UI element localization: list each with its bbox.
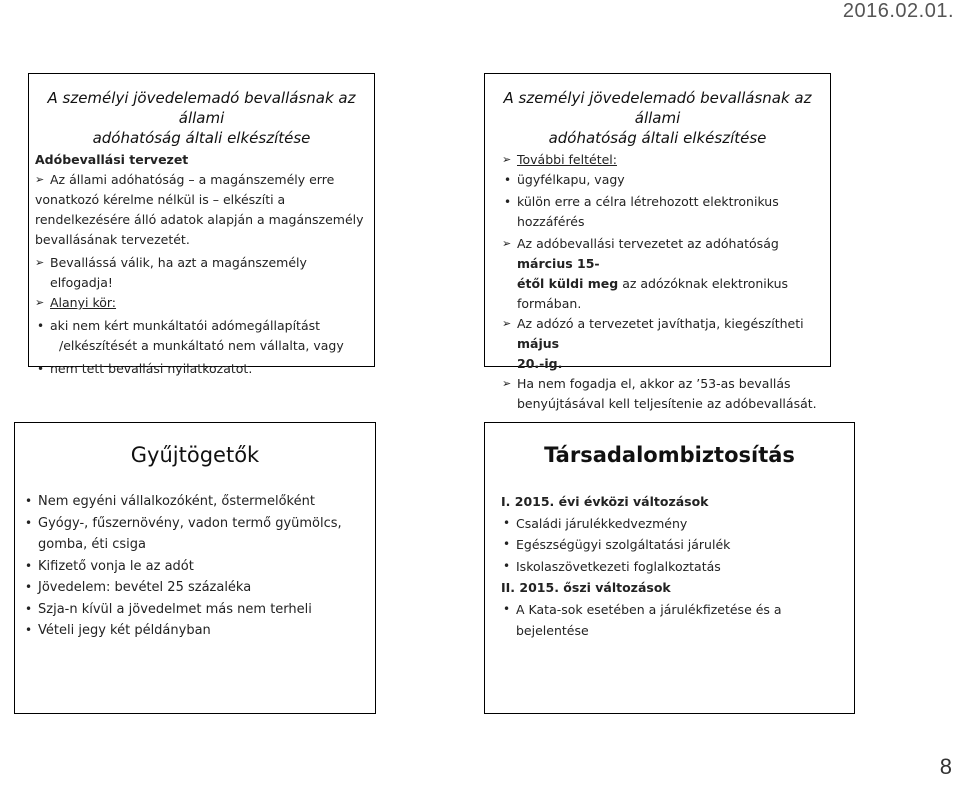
slide-2-item-4-line-2: benyújtásával kell teljesítenie az adóbevallását. (517, 396, 817, 411)
slide-2-bullet-2-text: külön erre a célra létrehozott elektronikus hozzáférés (517, 194, 779, 229)
slide-1-title (29, 88, 374, 148)
slide-3 (14, 422, 376, 714)
slide-1 (28, 73, 375, 376)
slide-1-body (35, 150, 365, 379)
slide-1-subheading: Adóbevallási tervezet (35, 152, 189, 167)
slide-3-bullet-1 (23, 491, 368, 513)
slide-1-item-1-line-3: rendelkezésére álló adatok alapján a magánszemély (35, 212, 364, 227)
slide-2-item-1 (502, 150, 827, 170)
slide-3-bullet-6-text: Vételi jegy két példányban (38, 623, 211, 638)
slide-1-title-line-1: A személyi jövedelemadó bevallásnak az állami (47, 89, 356, 127)
slide-4-section-2-bullet-1-line-2: bejelentése (516, 623, 589, 638)
slide-3-bullet-6 (23, 620, 368, 642)
slide-3-body (23, 491, 368, 642)
slide-1-bullet-1 (35, 316, 365, 336)
slide-4-title: Társadalombiztosítás (544, 443, 795, 467)
slide-2 (484, 73, 831, 411)
slide-3-bullet-3 (23, 556, 368, 578)
bullet-icon: • (503, 558, 511, 573)
slide-3-bullet-2 (23, 513, 368, 535)
slide-2-bullet-1 (502, 170, 827, 190)
slide-2-body (502, 150, 827, 414)
slide-3-bullet-5-text: Szja-n kívül a jövedelmet más nem terheli (38, 601, 312, 617)
arrow-bullet-icon: ➢ (35, 296, 45, 309)
bullet-icon: • (25, 558, 33, 573)
slide-4-section-1-num: I. 2015. (501, 494, 555, 509)
bullet-icon: • (25, 494, 33, 508)
slide-1-item-3 (35, 293, 365, 313)
slide-2-item-2-bold-1: március 15- (517, 256, 600, 271)
bullet-icon: • (25, 623, 33, 637)
arrow-bullet-icon: ➢ (502, 377, 512, 390)
slide-3-bullet-4 (23, 577, 368, 599)
bullet-icon: • (25, 601, 33, 616)
slide-2-item-2-pre: Az adóbevallási tervezetet az adóhatóság (517, 236, 779, 251)
slide-2-bullet-1-text: ügyfélkapu, vagy (517, 172, 625, 187)
bullet-icon: • (503, 515, 511, 530)
slide-1-item-3-text: Alanyi kör: (50, 295, 117, 310)
slide-4-section-1-text: évi évközi változások (554, 494, 709, 509)
slide-4-section-1-bullet-2-text: Egészségügyi szolgáltatási járulék (516, 537, 731, 552)
slide-3-bullet-3-text: Kifizető vonja le az adót (38, 558, 194, 574)
slide-2-item-3-pre: Az adózó a tervezetet javíthatja, kiegészítheti (517, 316, 804, 331)
bullet-icon: • (25, 515, 33, 530)
slide-1-bullet-2-text: nem tett bevallási nyilatkozatot. (50, 361, 253, 376)
slide-2-item-4 (502, 374, 827, 394)
arrow-bullet-icon: ➢ (502, 237, 512, 250)
slide-3-bullet-2-text: Gyógy-, fűszernövény, vadon termő gyümölcs, (38, 515, 342, 531)
slide-4-section-1-bullet-2 (501, 534, 846, 556)
bullet-icon: • (37, 362, 45, 376)
slide-2-title-line-1: A személyi jövedelemadó bevallásnak az állami (503, 89, 812, 127)
slide-2-item-3 (502, 314, 827, 354)
arrow-bullet-icon: ➢ (502, 317, 512, 330)
slide-2-item-4-line-1: Ha nem fogadja el, akkor az ’53-as bevallás (517, 376, 791, 391)
slide-1-bullet-2 (35, 359, 365, 379)
slide-3-bullet-5 (23, 599, 368, 621)
slide-4-section-1-bullet-3 (501, 556, 846, 578)
slide-4-section-2 (501, 577, 846, 599)
slide-1-item-1-line-2: vonatkozó kérelme nélkül is – elkészíti a (35, 192, 286, 207)
slide-1-item-2 (35, 253, 365, 293)
slide-2-item-2 (502, 234, 827, 274)
arrow-bullet-icon: ➢ (35, 173, 45, 186)
slide-4-section-2-text: őszi változások (558, 580, 671, 595)
bullet-icon: • (504, 173, 512, 187)
slide-4-section-1-bullet-1-text: Családi járulékkedvezmény (516, 515, 688, 531)
slide-4 (484, 422, 855, 714)
slide-3-title: Gyűjtögetők (130, 443, 260, 467)
slide-1-bullet-1-line-1: aki nem kért munkáltatói adómegállapítást (50, 318, 321, 333)
bullet-icon: • (25, 580, 33, 594)
slide-4-section-1 (501, 491, 846, 513)
slide-4-section-2-bullet-1 (501, 599, 846, 621)
bullet-icon: • (503, 601, 511, 616)
slide-2-title-line-2: adóhatóság általi elkészítése (548, 129, 767, 147)
slide-1-item-1-line-4: bevallásának tervezetét. (35, 232, 190, 247)
slide-3-bullet-1-text: Nem egyéni vállalkozóként, őstermelőként (38, 494, 315, 509)
slide-2-item-2-post: az adózóknak elektronikus formában. (517, 276, 789, 311)
slide-1-title-line-2: adóhatóság általi elkészítése (92, 129, 311, 147)
slide-3-bullet-4-text: Jövedelem: bevétel 25 százaléka (38, 580, 252, 595)
arrow-bullet-icon: ➢ (502, 153, 512, 166)
slide-2-item-1-text: További feltétel: (517, 152, 617, 167)
page-date: 2016.02.01. (842, 0, 954, 22)
slide-1-item-1 (35, 170, 365, 190)
slide-4-section-2-bullet-1-line-1: A Kata-sok esetében a járulékfizetése és a (516, 601, 782, 617)
slide-2-title (485, 88, 830, 148)
page-number: 8 (939, 754, 952, 779)
bullet-icon: • (504, 195, 512, 209)
slide-2-item-3-bold-1: május (517, 336, 560, 351)
slide-2-item-2-line-2 (502, 274, 827, 314)
slide-4-section-1-bullet-1 (501, 513, 846, 535)
slide-2-bullet-2 (502, 192, 827, 232)
slide-1-item-2-text: Bevallássá válik, ha azt a magánszemély elfogadja! (50, 255, 307, 290)
slide-4-body (501, 491, 846, 642)
slide-4-section-2-num: II. 2015. (501, 580, 559, 595)
slide-3-bullet-2-cont: gomba, éti csiga (38, 537, 146, 552)
slide-2-item-3-line-2 (502, 354, 827, 374)
slide-1-item-1-line-1: Az állami adóhatóság – a magánszemély erre (50, 172, 335, 187)
slide-1-bullet-1-line-2: /elkészítését a munkáltató nem vállalta, vagy (59, 338, 344, 353)
bullet-icon: • (37, 319, 45, 333)
slide-2-item-2-bold-2: étől küldi meg (517, 276, 619, 291)
slide-4-section-1-bullet-3-text: Iskolaszövetkezeti foglalkoztatás (516, 558, 721, 574)
arrow-bullet-icon: ➢ (35, 256, 45, 269)
slide-2-item-3-bold-2: 20.-ig. (517, 356, 563, 371)
bullet-icon: • (503, 537, 511, 551)
